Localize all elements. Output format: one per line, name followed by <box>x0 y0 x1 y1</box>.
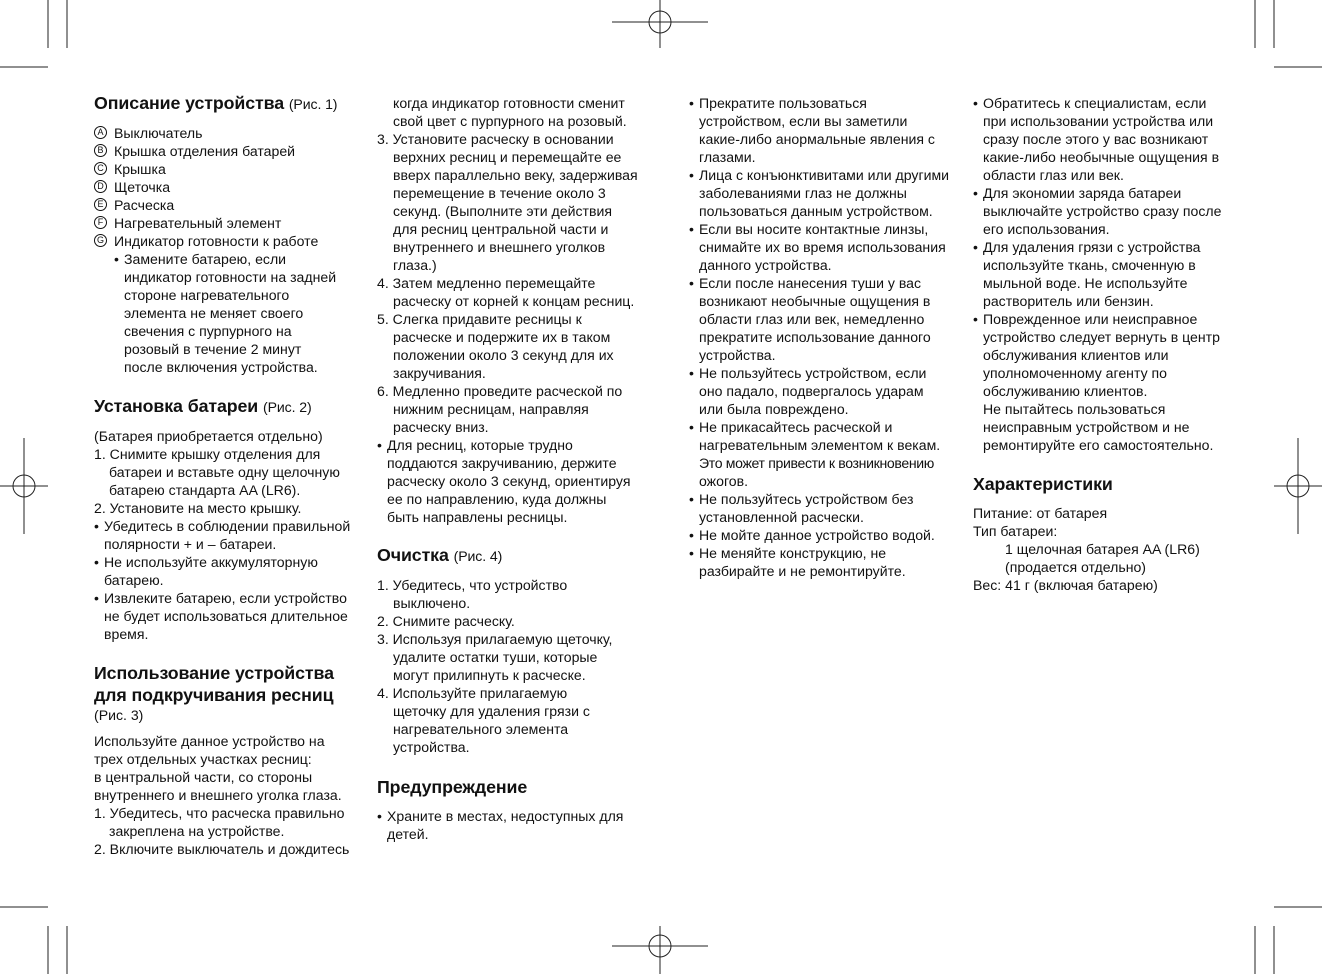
part-list-item: A Выключатель <box>94 124 356 142</box>
description-heading: Описание устройства (Рис. 1) <box>94 93 338 113</box>
cleaning-step-1: 1. Убедитесь, что устройство выключено. <box>377 577 568 611</box>
part-list-item: E Расческа <box>94 196 356 214</box>
column-3 <box>689 94 951 580</box>
part-list-item: B Крышка отделения батарей <box>94 142 356 160</box>
usage-intro: Используйте данное устройство на трех отдельных участках ресниц: в центральной части, со стороны внутреннего и внешнего уголка глаза. <box>94 733 342 803</box>
registration-bottom <box>612 926 708 974</box>
warning-bullet: • Обратитесь к специалистам, если при использовании устройства или сразу после этого у вас возникают какие-либо необычные ощущения в области глаз или век. <box>973 95 1220 183</box>
registration-left <box>0 438 48 534</box>
warning-section <box>377 776 641 843</box>
warning-bullet: • Лица с конъюнктивитами или другими заболеваниями глаз не должны пользоваться данным устройством. <box>689 167 950 219</box>
column-2 <box>377 94 641 843</box>
warning-heading: Предупреждение <box>377 777 528 797</box>
usage-step-2-continued: когда индикатор готовности сменит свой цвет с пурпурного на розовый. <box>393 95 627 129</box>
battery-heading: Установка батареи (Рис. 2) <box>94 396 312 416</box>
warning-bullet: • Не пользуйтесь устройством без установленной расчески. <box>689 491 914 525</box>
usage-section <box>94 662 356 858</box>
usage-step-3: 3. Установите расческу в основании верхних ресниц и перемещайте ее вверх параллельно веку, задерживая перемещение в течение около 3 секунд. (Выполните эти действия для ресниц центральной части и внутреннего и внешнего уголков глаза.) <box>377 131 638 273</box>
indicator-note: • Замените батарею, если индикатор готовности на задней стороне нагревательного элемента не меняет своего свечения с пурпурного на розовый в течение 2 минут после включения устройства. <box>114 251 337 375</box>
registration-right <box>1274 438 1322 534</box>
usage-heading: Использование устройства для подкручивания ресниц <box>94 663 334 705</box>
part-list-item: G Индикатор готовности к работе <box>94 232 356 250</box>
specs-heading: Характеристики <box>973 474 1113 494</box>
battery-step-1: 1. Снимите крышку отделения для батареи и вставьте одну щелочную батарею стандарта AA (LR6). <box>94 446 340 498</box>
part-list-item: C Крышка <box>94 160 356 178</box>
cleaning-step-4: 4. Используйте прилагаемую щеточку для удаления грязи с нагревательного элемента устройства. <box>377 685 590 755</box>
usage-step-1: 1. Убедитесь, что расческа правильно закреплена на устройстве. <box>94 805 345 839</box>
warning-bullet: • Не прикасайтесь расческой и нагревательным элементом к векам. Это может привести к возникновению ожогов. <box>689 419 941 489</box>
column-4 <box>973 94 1235 594</box>
battery-bullet: • Убедитесь в соблюдении правильной полярности + и – батареи. <box>94 518 351 552</box>
battery-intro: (Батарея приобретается отдельно) <box>94 428 323 444</box>
usage-step-2-start: 2. Включите выключатель и дождитесь <box>94 841 350 857</box>
specs-battery-note: (продается отдельно) <box>1005 559 1147 575</box>
column-1 <box>94 92 356 858</box>
warning-bullet: • Для экономии заряда батареи выключайте устройство сразу после его использования. <box>973 185 1222 237</box>
part-list-item: F Нагревательный элемент <box>94 214 356 232</box>
usage-step-4: 4. Затем медленно перемещайте расческу от корней к концам ресниц. <box>377 275 635 309</box>
description-section <box>94 92 356 376</box>
part-list-item: D Щеточка <box>94 178 356 196</box>
warning-bullet: • Прекратите пользоваться устройством, если вы заметили какие-либо анормальные явления с глазами. <box>689 95 935 165</box>
warning-bullet: • Если вы носите контактные линзы, снимайте их во время использования данного устройства. <box>689 221 946 273</box>
cleaning-heading: Очистка (Рис. 4) <box>377 545 503 565</box>
usage-fig-ref: (Рис. 3) <box>94 707 144 723</box>
warning-bullet: • Поврежденное или неисправное устройство следует вернуть в центр обслуживания клиентов или уполномоченному агенту по обслуживанию клиентов. Не пытайтесь пользоваться неисправным устройством и не ремонтируйте его самостоятельно. <box>973 311 1220 453</box>
warning-bullet: • Храните в местах, недоступных для детей. <box>377 808 624 842</box>
cleaning-section <box>377 544 641 756</box>
warning-bullet: • Если после нанесения туши у вас возникают необычные ощущения в области глаз или век, немедленно прекратите использование данного устройства. <box>689 275 931 363</box>
specs-weight: Вес: 41 г (включая батарею) <box>973 577 1158 593</box>
cleaning-step-2: 2. Снимите расческу. <box>377 613 515 629</box>
usage-bullet: • Для ресниц, которые трудно поддаются закручиванию, держите расческу около 3 секунд, ориентируя ее по направлению, куда должны быть направлены ресницы. <box>377 437 631 525</box>
battery-step-2: 2. Установите на место крышку. <box>94 500 302 516</box>
battery-bullet: • Извлеките батарею, если устройство не будет использоваться длительное время. <box>94 590 348 642</box>
cleaning-step-3: 3. Используя прилагаемую щеточку, удалите остатки туши, которые могут прилипнуть к расческе. <box>377 631 613 683</box>
specs-section <box>973 473 1235 594</box>
battery-section <box>94 395 356 643</box>
specs-power: Питание: от батарея <box>973 505 1108 521</box>
specs-battery-value: 1 щелочная батарея AA (LR6) <box>1005 541 1200 557</box>
usage-step-5: 5. Слегка придавите ресницы к расческе и подержите их в таком положении около 3 секунд для их закручивания. <box>377 311 614 381</box>
warning-bullet: • Не меняйте конструкцию, не разбирайте и не ремонтируйте. <box>689 545 906 579</box>
warning-bullet: • Не пользуйтесь устройством, если оно падало, подвергалось ударам или была повреждено. <box>689 365 927 417</box>
warning-bullet: • Не мойте данное устройство водой. <box>689 527 935 543</box>
usage-step-6: 6. Медленно проведите расческой по нижним ресницам, направляя расческу вниз. <box>377 383 623 435</box>
warning-bullet: • Для удаления грязи с устройства используйте ткань, смоченную в мыльной воде. Не используйте растворитель или бензин. <box>973 239 1201 309</box>
specs-battery-type: Тип батареи: <box>973 523 1058 539</box>
registration-top <box>612 0 708 48</box>
battery-bullet: • Не используйте аккумуляторную батарею. <box>94 554 318 588</box>
